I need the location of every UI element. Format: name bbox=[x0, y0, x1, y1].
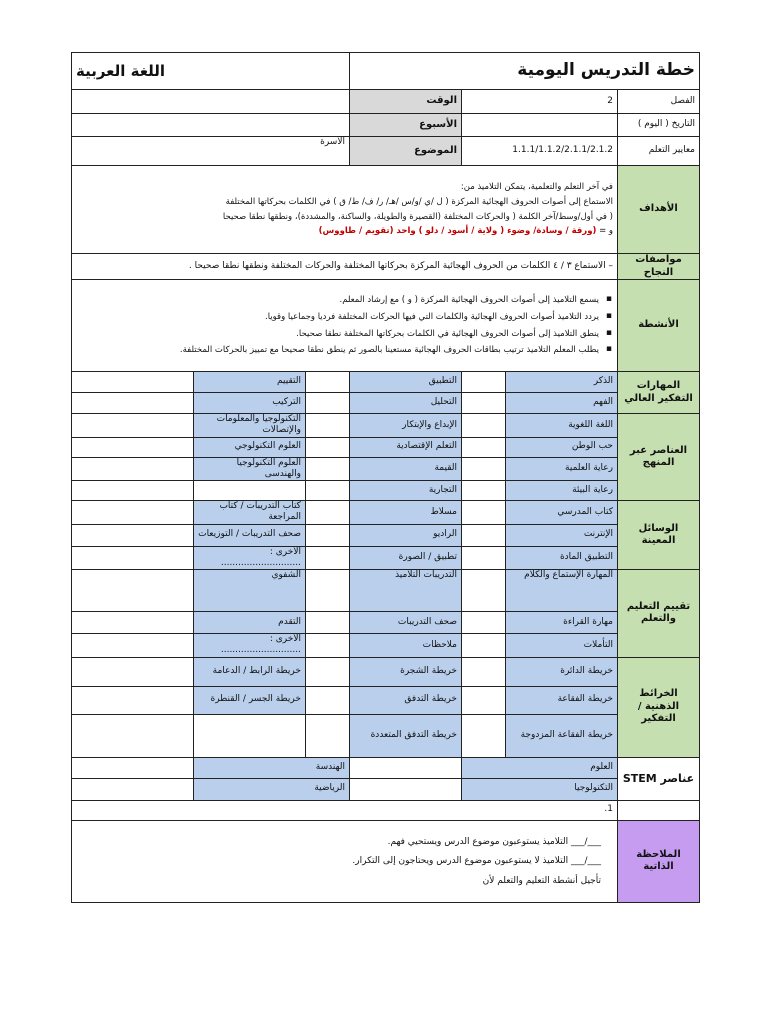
page-title: خطة التدريس اليومية bbox=[349, 53, 699, 90]
hots-cell: الذكر bbox=[506, 372, 618, 393]
media-check[interactable] bbox=[71, 546, 193, 570]
standards-value: 1.1.1/1.1.2/2.1.1/2.1.2 bbox=[462, 137, 618, 166]
hots-check[interactable] bbox=[462, 393, 506, 414]
cross-check[interactable] bbox=[462, 481, 506, 501]
hots-cell: التحليل bbox=[349, 393, 461, 414]
maps-cell: خريطة الشجرة bbox=[349, 657, 461, 686]
activity-item: ▪ يطلب المعلم التلاميذ ترتيب بطاقات الحروف الهجائية مستعينا بالصور ثم ينطق نطقا صحيحا مع تمييز بالحركات المختلفة. bbox=[76, 345, 599, 356]
reflection-label: الملاحظة الذاتية bbox=[618, 820, 700, 902]
maps-check[interactable] bbox=[305, 657, 349, 686]
maps-check[interactable] bbox=[71, 686, 193, 714]
stem-check[interactable] bbox=[71, 757, 193, 778]
subject-title: اللغة العربية bbox=[71, 53, 349, 90]
cross-cell: اللغة اللغوية bbox=[506, 414, 618, 438]
reflection-content bbox=[71, 820, 617, 902]
stem-note: 1. bbox=[71, 800, 617, 820]
hots-cell: الفهم bbox=[506, 393, 618, 414]
hots-cell: التقييم bbox=[193, 372, 305, 393]
hots-check[interactable] bbox=[462, 372, 506, 393]
cross-check[interactable] bbox=[71, 457, 193, 481]
stem-cell: الرياضية bbox=[193, 778, 349, 800]
cross-check[interactable] bbox=[305, 437, 349, 457]
hots-cell: التركيب bbox=[193, 393, 305, 414]
cross-cell: التكنولوجيا والمعلومات والإتصالات bbox=[193, 414, 305, 438]
assessment-cell: التدريبات التلاميذ bbox=[349, 570, 461, 612]
media-cell: صحف التدريبات / التوزيعات bbox=[193, 524, 305, 546]
cross-cell: التجارية bbox=[349, 481, 461, 501]
maps-check[interactable] bbox=[305, 714, 349, 757]
media-check[interactable] bbox=[462, 501, 506, 525]
cross-check[interactable] bbox=[305, 414, 349, 438]
activities-label: الأنشطة bbox=[618, 280, 700, 372]
media-cell: كتاب المدرسي bbox=[506, 501, 618, 525]
media-cell: التطبيق المادة bbox=[506, 546, 618, 570]
stem-cell: الهندسة bbox=[193, 757, 349, 778]
objectives-label: الأهداف bbox=[618, 166, 700, 254]
media-label: الوسائل المعينة bbox=[618, 501, 700, 570]
cross-label: العناصر عبر المنهج bbox=[618, 414, 700, 501]
lesson-plan-sheet bbox=[72, 52, 700, 887]
media-cell: الإنترنت bbox=[506, 524, 618, 546]
class-label: الفصل bbox=[618, 90, 700, 114]
week-label: الأسبوع bbox=[349, 114, 461, 137]
stem-note-spacer bbox=[618, 800, 700, 820]
objectives-words: (ورقة / وسادة/ وضوء ( ولاية / أسود / دلو ) واحد (تقويم / طاووس) bbox=[318, 226, 597, 237]
media-check[interactable] bbox=[305, 501, 349, 525]
maps-label: الخرائط الذهنية / التفكير bbox=[618, 657, 700, 757]
reflection-line: تأجيل أنشطة التعليم والتعلم لأن bbox=[482, 875, 601, 886]
class-value[interactable]: 2 bbox=[462, 90, 618, 114]
assessment-cell: التأملات bbox=[506, 634, 618, 658]
assessment-check[interactable] bbox=[305, 634, 349, 658]
stem-check[interactable] bbox=[71, 778, 193, 800]
maps-check[interactable] bbox=[462, 657, 506, 686]
cross-cell: العلوم التكنولوجيا والهندسى bbox=[193, 457, 305, 481]
maps-cell: خريطة الدائرة bbox=[506, 657, 618, 686]
cross-cell-empty bbox=[193, 481, 305, 501]
hots-cell: التطبيق bbox=[349, 372, 461, 393]
topic-value: الأسرة bbox=[71, 137, 349, 166]
reflection-line: ___/___ التلاميذ لا يستوعبون موضوع الدرس ويحتاجون إلى التكرار. bbox=[352, 856, 601, 867]
cross-check[interactable] bbox=[71, 414, 193, 438]
cross-cell: القيمة bbox=[349, 457, 461, 481]
hots-check[interactable] bbox=[71, 393, 193, 414]
maps-cell: خريطة الفقاعة المزدوجة bbox=[506, 714, 618, 757]
maps-check[interactable] bbox=[462, 714, 506, 757]
time-label: الوقت bbox=[349, 90, 461, 114]
media-cell: كتاب التدريبات / كتاب المراجعة bbox=[193, 501, 305, 525]
assessment-label: تقييم التعليم والتعلم bbox=[618, 570, 700, 658]
topic-label: الموضوع bbox=[349, 137, 461, 166]
cross-cell: الإبداع والإبتكار bbox=[349, 414, 461, 438]
maps-check[interactable] bbox=[71, 657, 193, 686]
assessment-check[interactable] bbox=[305, 570, 349, 612]
stem-check[interactable] bbox=[349, 757, 461, 778]
objectives-words-prefix: و = bbox=[599, 226, 613, 237]
cross-check[interactable] bbox=[462, 414, 506, 438]
assessment-cell: ملاحظات bbox=[349, 634, 461, 658]
reflection-line: ___/___ التلاميذ يستوعبون موضوع الدرس ويستحيي فهم. bbox=[387, 837, 601, 848]
stem-check[interactable] bbox=[349, 778, 461, 800]
assessment-cell: التقدم bbox=[193, 612, 305, 634]
media-cell: الأخرى : ............................ bbox=[193, 546, 305, 570]
assessment-cell: صحف التدريبات bbox=[349, 612, 461, 634]
hots-check[interactable] bbox=[71, 372, 193, 393]
assessment-check[interactable] bbox=[462, 612, 506, 634]
week-value[interactable] bbox=[71, 114, 349, 137]
maps-check[interactable] bbox=[305, 686, 349, 714]
assessment-check[interactable] bbox=[462, 634, 506, 658]
assessment-check[interactable] bbox=[305, 612, 349, 634]
cross-cell: العلوم التكنولوجي bbox=[193, 437, 305, 457]
media-check[interactable] bbox=[462, 546, 506, 570]
activities-content bbox=[71, 280, 617, 372]
activity-item: ▪ يسمع التلاميذ إلى أصوات الحروف الهجائية المركزة ( و ) مع إرشاد المعلم. bbox=[76, 295, 599, 306]
maps-cell: خريطة الفقاعة bbox=[506, 686, 618, 714]
criteria-label: مواصفات النجاح bbox=[618, 254, 700, 280]
media-cell: الراديو bbox=[349, 524, 461, 546]
stem-cell: التكنولوجيا bbox=[462, 778, 618, 800]
cross-check[interactable] bbox=[462, 457, 506, 481]
hots-check[interactable] bbox=[305, 372, 349, 393]
objectives-intro: في آخر التعلم والتعلمية، يتمكن التلاميذ من: bbox=[460, 182, 613, 193]
assessment-cell: الأخرى : ............................ bbox=[193, 634, 305, 658]
cross-check[interactable] bbox=[71, 481, 193, 501]
hots-label: المهارات التفكير العالي bbox=[618, 372, 700, 414]
date-label: التاريخ ( اليوم ) bbox=[618, 114, 700, 137]
activity-item: ▪ ينطق التلاميذ إلى أصوات الحروف الهجائية في الكلمات بحركاتها المختلفة نطقا صحيحا. bbox=[76, 329, 599, 340]
assessment-cell: مهارة القراءة bbox=[506, 612, 618, 634]
cross-cell: حب الوطن bbox=[506, 437, 618, 457]
media-check[interactable] bbox=[305, 546, 349, 570]
lesson-plan-table bbox=[71, 52, 700, 903]
cross-check[interactable] bbox=[305, 481, 349, 501]
activity-item: ▪ يردد التلاميذ أصوات الحروف الهجائية والكلمات التي فيها الحركات المختلفة فرديا وجماعيا وقويا. bbox=[76, 312, 599, 323]
date-value[interactable] bbox=[462, 114, 618, 137]
assessment-check[interactable] bbox=[71, 570, 193, 612]
maps-cell: خريطة الجسر / القنطرة bbox=[193, 686, 305, 714]
media-cell: مسلاط bbox=[349, 501, 461, 525]
objectives-line2: ( في أول/وسط/آخر الكلمة ( والحركات المختلفة (القصيرة والطويلة، والساكنة، والمشددة)، ونطقها نطقا صحيحا bbox=[222, 211, 613, 222]
media-check[interactable] bbox=[71, 501, 193, 525]
media-cell: تطبيق / الصورة bbox=[349, 546, 461, 570]
standards-label: معايير التعلم bbox=[618, 137, 700, 166]
cross-cell: رعاية البيئة bbox=[506, 481, 618, 501]
maps-cell: خريطة التدفق المتعددة bbox=[349, 714, 461, 757]
maps-cell: خريطة الرابط / الدعامة bbox=[193, 657, 305, 686]
media-check[interactable] bbox=[305, 524, 349, 546]
time-value[interactable] bbox=[71, 90, 349, 114]
criteria-text: – الاستماع ٣ / ٤ الكلمات من الحروف الهجائية المركزة بحركاتها المختلفة والحركات المختلفة ونطقها نطقا صحيحا . bbox=[71, 254, 617, 280]
cross-cell: التعلم الإقتصادية bbox=[349, 437, 461, 457]
media-check[interactable] bbox=[462, 524, 506, 546]
maps-cell: خريطة التدفق bbox=[349, 686, 461, 714]
assessment-check[interactable] bbox=[71, 612, 193, 634]
maps-cell-empty bbox=[193, 714, 305, 757]
assessment-check[interactable] bbox=[71, 634, 193, 658]
objectives-line1: الاستماع إلى أصوات الحروف الهجائية المركزة ( ل /ي /و/س /هـ/ ر/ ف/ ط/ ق ) في الكلمات بحركاتها المختلفة bbox=[225, 196, 613, 207]
hots-check[interactable] bbox=[305, 393, 349, 414]
cross-check[interactable] bbox=[71, 437, 193, 457]
stem-cell: العلوم bbox=[462, 757, 618, 778]
assessment-cell: الشفوي bbox=[193, 570, 305, 612]
cross-cell: رعاية العلمية bbox=[506, 457, 618, 481]
maps-check[interactable] bbox=[71, 714, 193, 757]
assessment-cell: المهارة الإستماع والكلام bbox=[506, 570, 618, 612]
objectives-content bbox=[71, 166, 617, 254]
media-check[interactable] bbox=[71, 524, 193, 546]
cross-check[interactable] bbox=[305, 457, 349, 481]
assessment-check[interactable] bbox=[462, 570, 506, 612]
stem-label: عناصر STEM bbox=[618, 757, 700, 800]
cross-check[interactable] bbox=[462, 437, 506, 457]
maps-check[interactable] bbox=[462, 686, 506, 714]
